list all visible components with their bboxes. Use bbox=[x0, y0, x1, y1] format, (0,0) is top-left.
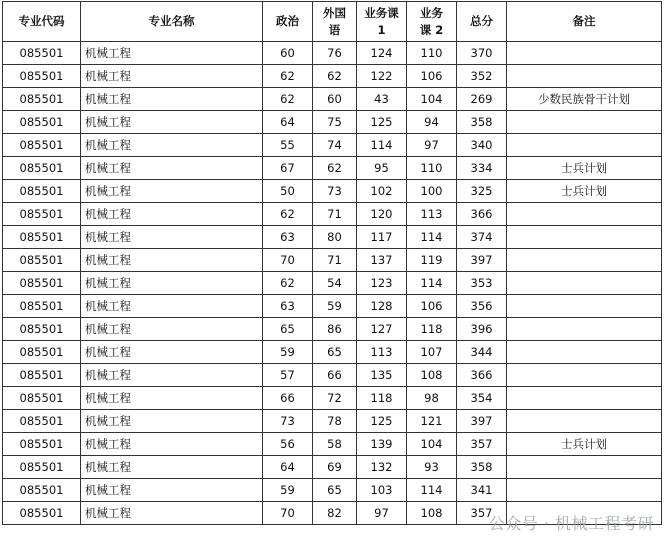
cell-course2: 104 bbox=[407, 88, 457, 111]
cell-course1: 95 bbox=[357, 157, 407, 180]
cell-total: 352 bbox=[457, 65, 507, 88]
cell-name: 机械工程 bbox=[81, 111, 263, 134]
cell-remark bbox=[507, 272, 662, 295]
table-body bbox=[3, 42, 662, 525]
cell-foreign: 66 bbox=[313, 364, 357, 387]
table-row bbox=[3, 479, 662, 502]
cell-remark bbox=[507, 479, 662, 502]
cell-foreign: 65 bbox=[313, 341, 357, 364]
header-foreign-line2: 语 bbox=[328, 22, 341, 37]
cell-foreign: 59 bbox=[313, 295, 357, 318]
cell-code: 085501 bbox=[3, 65, 81, 88]
cell-total: 397 bbox=[457, 410, 507, 433]
cell-politics: 63 bbox=[263, 295, 313, 318]
cell-foreign: 69 bbox=[313, 456, 357, 479]
cell-course2: 100 bbox=[407, 180, 457, 203]
cell-course2: 114 bbox=[407, 479, 457, 502]
cell-course2: 121 bbox=[407, 410, 457, 433]
cell-course2: 114 bbox=[407, 226, 457, 249]
cell-name: 机械工程 bbox=[81, 42, 263, 65]
table-row bbox=[3, 203, 662, 226]
cell-politics: 60 bbox=[263, 42, 313, 65]
cell-name: 机械工程 bbox=[81, 318, 263, 341]
table-row bbox=[3, 180, 662, 203]
cell-code: 085501 bbox=[3, 456, 81, 479]
header-name: 专业名称 bbox=[81, 2, 263, 42]
cell-course2: 108 bbox=[407, 502, 457, 525]
cell-name: 机械工程 bbox=[81, 479, 263, 502]
cell-course2: 118 bbox=[407, 318, 457, 341]
cell-name: 机械工程 bbox=[81, 410, 263, 433]
cell-course2: 108 bbox=[407, 364, 457, 387]
header-course2-line1: 业务 bbox=[420, 5, 443, 20]
table-row bbox=[3, 341, 662, 364]
cell-course1: 128 bbox=[357, 295, 407, 318]
cell-code: 085501 bbox=[3, 157, 81, 180]
cell-total: 357 bbox=[457, 502, 507, 525]
cell-name: 机械工程 bbox=[81, 65, 263, 88]
cell-course1: 122 bbox=[357, 65, 407, 88]
cell-politics: 59 bbox=[263, 479, 313, 502]
cell-remark bbox=[507, 226, 662, 249]
cell-politics: 73 bbox=[263, 410, 313, 433]
cell-remark bbox=[507, 249, 662, 272]
cell-foreign: 62 bbox=[313, 157, 357, 180]
cell-name: 机械工程 bbox=[81, 134, 263, 157]
cell-politics: 67 bbox=[263, 157, 313, 180]
cell-foreign: 71 bbox=[313, 203, 357, 226]
cell-code: 085501 bbox=[3, 180, 81, 203]
cell-course1: 43 bbox=[357, 88, 407, 111]
cell-course1: 137 bbox=[357, 249, 407, 272]
table-row bbox=[3, 295, 662, 318]
cell-code: 085501 bbox=[3, 502, 81, 525]
header-course2-line2: 课 2 bbox=[419, 22, 444, 37]
cell-politics: 62 bbox=[263, 203, 313, 226]
cell-total: 354 bbox=[457, 387, 507, 410]
cell-politics: 65 bbox=[263, 318, 313, 341]
cell-total: 334 bbox=[457, 157, 507, 180]
cell-politics: 62 bbox=[263, 88, 313, 111]
cell-name: 机械工程 bbox=[81, 157, 263, 180]
cell-remark: 士兵计划 bbox=[507, 157, 662, 180]
cell-remark bbox=[507, 364, 662, 387]
cell-foreign: 62 bbox=[313, 65, 357, 88]
cell-course2: 98 bbox=[407, 387, 457, 410]
cell-code: 085501 bbox=[3, 203, 81, 226]
cell-code: 085501 bbox=[3, 479, 81, 502]
cell-course2: 104 bbox=[407, 433, 457, 456]
cell-politics: 56 bbox=[263, 433, 313, 456]
cell-remark bbox=[507, 456, 662, 479]
cell-politics: 62 bbox=[263, 65, 313, 88]
table-row bbox=[3, 42, 662, 65]
cell-remark bbox=[507, 111, 662, 134]
cell-name: 机械工程 bbox=[81, 180, 263, 203]
cell-code: 085501 bbox=[3, 272, 81, 295]
cell-remark bbox=[507, 410, 662, 433]
cell-code: 085501 bbox=[3, 341, 81, 364]
cell-course2: 93 bbox=[407, 456, 457, 479]
cell-politics: 64 bbox=[263, 456, 313, 479]
table-row bbox=[3, 65, 662, 88]
cell-code: 085501 bbox=[3, 88, 81, 111]
cell-remark: 士兵计划 bbox=[507, 180, 662, 203]
table-row bbox=[3, 387, 662, 410]
table-row bbox=[3, 364, 662, 387]
cell-total: 353 bbox=[457, 272, 507, 295]
cell-total: 341 bbox=[457, 479, 507, 502]
score-table bbox=[2, 1, 662, 525]
cell-politics: 64 bbox=[263, 111, 313, 134]
table-row bbox=[3, 134, 662, 157]
cell-total: 344 bbox=[457, 341, 507, 364]
cell-course1: 113 bbox=[357, 341, 407, 364]
cell-course1: 117 bbox=[357, 226, 407, 249]
cell-course2: 97 bbox=[407, 134, 457, 157]
cell-foreign: 58 bbox=[313, 433, 357, 456]
cell-course1: 139 bbox=[357, 433, 407, 456]
cell-code: 085501 bbox=[3, 295, 81, 318]
cell-politics: 57 bbox=[263, 364, 313, 387]
header-foreign-line1: 外国 bbox=[323, 5, 346, 20]
cell-foreign: 82 bbox=[313, 502, 357, 525]
table-row bbox=[3, 456, 662, 479]
cell-remark bbox=[507, 295, 662, 318]
header-total: 总分 bbox=[457, 2, 507, 42]
table-row bbox=[3, 88, 662, 111]
cell-politics: 66 bbox=[263, 387, 313, 410]
cell-course2: 107 bbox=[407, 341, 457, 364]
cell-course1: 135 bbox=[357, 364, 407, 387]
header-course2 bbox=[407, 2, 457, 42]
table-row bbox=[3, 410, 662, 433]
cell-course1: 114 bbox=[357, 134, 407, 157]
cell-total: 397 bbox=[457, 249, 507, 272]
cell-remark bbox=[507, 203, 662, 226]
cell-total: 356 bbox=[457, 295, 507, 318]
cell-politics: 55 bbox=[263, 134, 313, 157]
cell-code: 085501 bbox=[3, 42, 81, 65]
table-header bbox=[3, 2, 662, 42]
table-row bbox=[3, 111, 662, 134]
cell-total: 370 bbox=[457, 42, 507, 65]
table-row bbox=[3, 249, 662, 272]
cell-course2: 114 bbox=[407, 272, 457, 295]
cell-name: 机械工程 bbox=[81, 364, 263, 387]
cell-politics: 62 bbox=[263, 272, 313, 295]
table-row bbox=[3, 272, 662, 295]
cell-total: 325 bbox=[457, 180, 507, 203]
cell-total: 366 bbox=[457, 364, 507, 387]
cell-name: 机械工程 bbox=[81, 203, 263, 226]
cell-name: 机械工程 bbox=[81, 341, 263, 364]
header-politics: 政治 bbox=[263, 2, 313, 42]
cell-total: 358 bbox=[457, 111, 507, 134]
cell-total: 357 bbox=[457, 433, 507, 456]
cell-code: 085501 bbox=[3, 249, 81, 272]
cell-course1: 103 bbox=[357, 479, 407, 502]
cell-foreign: 78 bbox=[313, 410, 357, 433]
cell-course2: 106 bbox=[407, 65, 457, 88]
cell-course1: 132 bbox=[357, 456, 407, 479]
cell-course1: 127 bbox=[357, 318, 407, 341]
cell-total: 396 bbox=[457, 318, 507, 341]
cell-code: 085501 bbox=[3, 134, 81, 157]
cell-course1: 124 bbox=[357, 42, 407, 65]
cell-foreign: 72 bbox=[313, 387, 357, 410]
header-code: 专业代码 bbox=[3, 2, 81, 42]
cell-foreign: 80 bbox=[313, 226, 357, 249]
cell-code: 085501 bbox=[3, 433, 81, 456]
cell-name: 机械工程 bbox=[81, 502, 263, 525]
cell-name: 机械工程 bbox=[81, 226, 263, 249]
cell-politics: 50 bbox=[263, 180, 313, 203]
header-course1-line1: 业务课 bbox=[364, 5, 399, 20]
table-row bbox=[3, 226, 662, 249]
table-row bbox=[3, 157, 662, 180]
cell-code: 085501 bbox=[3, 364, 81, 387]
cell-politics: 63 bbox=[263, 226, 313, 249]
cell-remark bbox=[507, 318, 662, 341]
cell-foreign: 65 bbox=[313, 479, 357, 502]
cell-remark bbox=[507, 387, 662, 410]
cell-course2: 119 bbox=[407, 249, 457, 272]
cell-remark bbox=[507, 42, 662, 65]
cell-course2: 113 bbox=[407, 203, 457, 226]
cell-remark bbox=[507, 341, 662, 364]
cell-course2: 94 bbox=[407, 111, 457, 134]
cell-course1: 125 bbox=[357, 111, 407, 134]
cell-politics: 70 bbox=[263, 249, 313, 272]
cell-total: 340 bbox=[457, 134, 507, 157]
cell-name: 机械工程 bbox=[81, 249, 263, 272]
cell-code: 085501 bbox=[3, 111, 81, 134]
cell-total: 366 bbox=[457, 203, 507, 226]
cell-course1: 125 bbox=[357, 410, 407, 433]
cell-course1: 97 bbox=[357, 502, 407, 525]
cell-course2: 106 bbox=[407, 295, 457, 318]
cell-name: 机械工程 bbox=[81, 272, 263, 295]
cell-course2: 110 bbox=[407, 157, 457, 180]
cell-foreign: 76 bbox=[313, 42, 357, 65]
header-course1-line2: 1 bbox=[377, 22, 386, 37]
cell-foreign: 75 bbox=[313, 111, 357, 134]
cell-code: 085501 bbox=[3, 387, 81, 410]
cell-foreign: 71 bbox=[313, 249, 357, 272]
cell-name: 机械工程 bbox=[81, 295, 263, 318]
cell-foreign: 74 bbox=[313, 134, 357, 157]
cell-name: 机械工程 bbox=[81, 456, 263, 479]
cell-code: 085501 bbox=[3, 410, 81, 433]
cell-course1: 123 bbox=[357, 272, 407, 295]
cell-remark: 少数民族骨干计划 bbox=[507, 88, 662, 111]
table-row bbox=[3, 318, 662, 341]
cell-total: 358 bbox=[457, 456, 507, 479]
cell-foreign: 60 bbox=[313, 88, 357, 111]
cell-course2: 110 bbox=[407, 42, 457, 65]
cell-code: 085501 bbox=[3, 226, 81, 249]
cell-name: 机械工程 bbox=[81, 387, 263, 410]
cell-remark bbox=[507, 65, 662, 88]
cell-name: 机械工程 bbox=[81, 88, 263, 111]
cell-politics: 59 bbox=[263, 341, 313, 364]
cell-foreign: 86 bbox=[313, 318, 357, 341]
header-remark: 备注 bbox=[507, 2, 662, 42]
cell-total: 269 bbox=[457, 88, 507, 111]
cell-course1: 120 bbox=[357, 203, 407, 226]
cell-politics: 70 bbox=[263, 502, 313, 525]
cell-remark bbox=[507, 134, 662, 157]
table-row bbox=[3, 433, 662, 456]
cell-course1: 118 bbox=[357, 387, 407, 410]
header-foreign bbox=[313, 2, 357, 42]
header-row bbox=[3, 2, 662, 42]
cell-foreign: 54 bbox=[313, 272, 357, 295]
cell-name: 机械工程 bbox=[81, 433, 263, 456]
header-course1 bbox=[357, 2, 407, 42]
cell-code: 085501 bbox=[3, 318, 81, 341]
cell-remark: 士兵计划 bbox=[507, 433, 662, 456]
cell-course1: 102 bbox=[357, 180, 407, 203]
cell-total: 374 bbox=[457, 226, 507, 249]
watermark: 公众号 · 机械工程考研 bbox=[488, 514, 654, 533]
cell-foreign: 73 bbox=[313, 180, 357, 203]
